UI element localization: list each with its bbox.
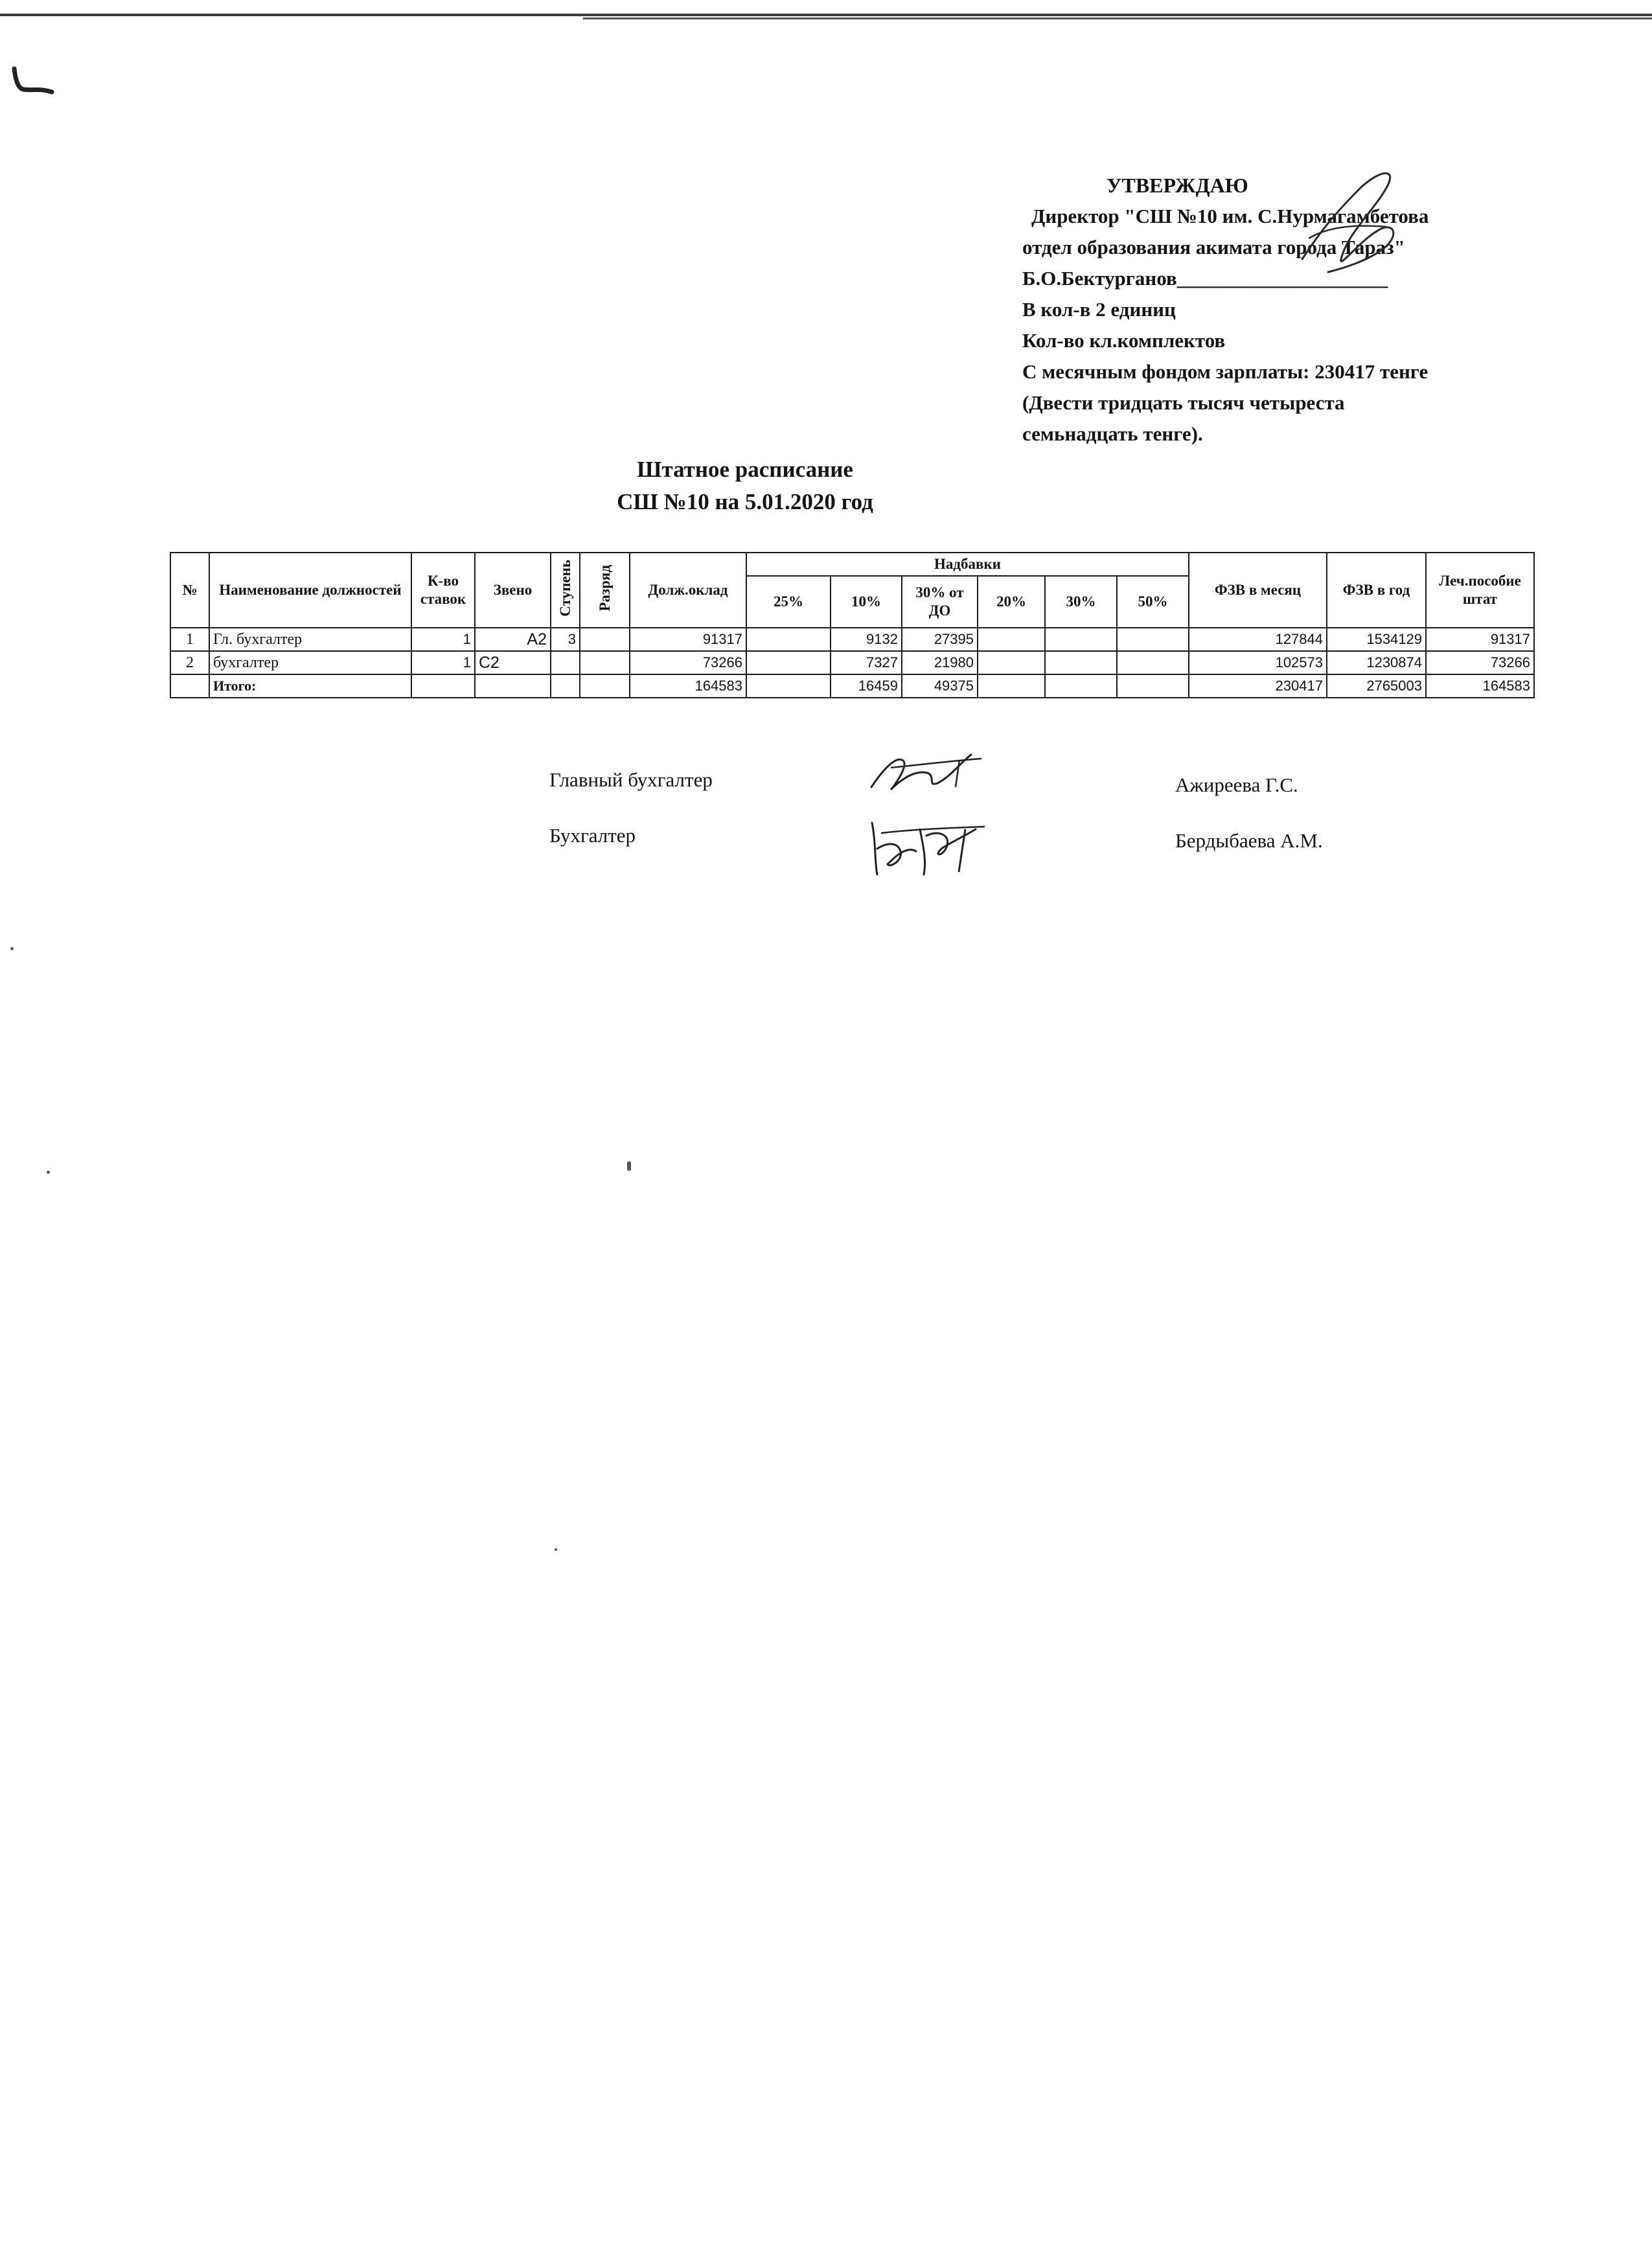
total-a10: 16459 (831, 674, 902, 698)
cell-empty (978, 674, 1045, 698)
cell-fzv-month: 127844 (1189, 628, 1327, 651)
title-line-2: СШ №10 на 5.01.2020 год (617, 489, 873, 514)
approval-line: В кол-в 2 единиц (1022, 298, 1176, 321)
cell-a10: 7327 (831, 651, 902, 674)
cell-a50 (1117, 651, 1189, 674)
approval-line: (Двести тридцать тысяч четыреста (1022, 391, 1345, 414)
total-label: Итого: (209, 674, 411, 698)
scan-speck (47, 1171, 50, 1174)
cell-no: 2 (170, 651, 209, 674)
cell-empty (170, 674, 209, 698)
approval-line: отдел образования акимата города Тараз" (1022, 236, 1405, 258)
cell-a30do: 27395 (902, 628, 978, 651)
cell-step: 3 (551, 628, 580, 651)
header-name: Наименование должностей (209, 553, 411, 628)
header-allowances: Надбавки (746, 553, 1189, 576)
scan-speck (627, 1162, 631, 1171)
approval-line: Кол-во кл.комплектов (1022, 329, 1226, 352)
staffing-table (170, 552, 1535, 698)
scan-edge-line-lower (583, 17, 1652, 19)
cell-no: 1 (170, 628, 209, 651)
chief-accountant-signature (865, 742, 988, 800)
header-grade (580, 553, 630, 628)
cell-a10: 9132 (831, 628, 902, 651)
signature-role: Главный бухгалтер (549, 768, 713, 791)
header-a30do: 30% от ДО (902, 576, 978, 628)
total-fzv-month: 230417 (1189, 674, 1327, 698)
total-a30do: 49375 (902, 674, 978, 698)
approval-heading: УТВЕРЖДАЮ (1107, 174, 1248, 197)
cell-empty (551, 674, 580, 698)
total-medical: 164583 (1426, 674, 1534, 698)
cell-medical: 73266 (1426, 651, 1534, 674)
cell-rates: 1 (411, 628, 475, 651)
cell-empty (1117, 674, 1189, 698)
cell-a30do: 21980 (902, 651, 978, 674)
cell-a20 (978, 651, 1045, 674)
cell-empty (1045, 674, 1117, 698)
cell-fzv-year: 1230874 (1327, 651, 1426, 674)
cell-link: А2 (475, 628, 551, 651)
cell-step (551, 651, 580, 674)
header-no: № (170, 553, 209, 628)
scan-edge-line (0, 14, 1652, 16)
header-grade-text: Разряд (596, 564, 613, 612)
corner-mark (9, 62, 61, 101)
header-a10: 10% (831, 576, 902, 628)
signature-name: Ажиреева Г.С. (1175, 773, 1298, 796)
cell-medical: 91317 (1426, 628, 1534, 651)
cell-name: бухгалтер (209, 651, 411, 674)
cell-link: С2 (475, 651, 551, 674)
accountant-signature (862, 810, 991, 881)
header-a20: 20% (978, 576, 1045, 628)
header-rates: К-во ставок (411, 553, 475, 628)
scan-speck (10, 947, 14, 950)
cell-a30 (1045, 651, 1117, 674)
header-row (170, 553, 1534, 576)
approval-line: Б.О.Бектурганов_____________________ (1022, 267, 1388, 290)
signature-name: Бердыбаева А.М. (1175, 829, 1323, 852)
cell-salary: 91317 (630, 628, 746, 651)
cell-fzv-month: 102573 (1189, 651, 1327, 674)
approval-line: семьнадцать тенге). (1022, 422, 1203, 445)
cell-a25 (746, 628, 831, 651)
cell-name: Гл. бухгалтер (209, 628, 411, 651)
total-row (170, 674, 1534, 698)
header-link: Звено (475, 553, 551, 628)
approval-line: Директор "СШ №10 им. С.Нурмагамбетова (1031, 205, 1429, 227)
cell-empty (411, 674, 475, 698)
cell-empty (475, 674, 551, 698)
header-fzv-year: ФЗВ в год (1327, 553, 1426, 628)
total-fzv-year: 2765003 (1327, 674, 1426, 698)
scan-edge (0, 5, 1652, 16)
cell-rates: 1 (411, 651, 475, 674)
header-step (551, 553, 580, 628)
table-row (170, 651, 1534, 674)
director-signature (1289, 162, 1419, 279)
cell-empty (580, 674, 630, 698)
header-a25: 25% (746, 576, 831, 628)
header-a50: 50% (1117, 576, 1189, 628)
cell-a25 (746, 651, 831, 674)
header-step-text: Ступень (556, 559, 573, 617)
cell-a20 (978, 628, 1045, 651)
total-salary: 164583 (630, 674, 746, 698)
approval-line: С месячным фондом зарплаты: 230417 тенге (1022, 360, 1428, 383)
table-row (170, 628, 1534, 651)
cell-salary: 73266 (630, 651, 746, 674)
document-title (0, 453, 1490, 518)
header-fzv-month: ФЗВ в месяц (1189, 553, 1327, 628)
cell-a50 (1117, 628, 1189, 651)
header-a30: 30% (1045, 576, 1117, 628)
cell-grade (580, 651, 630, 674)
title-line-1: Штатное расписание (637, 457, 853, 482)
cell-a30 (1045, 628, 1117, 651)
header-salary: Долж.оклад (630, 553, 746, 628)
scan-speck (555, 1548, 557, 1551)
cell-fzv-year: 1534129 (1327, 628, 1426, 651)
cell-grade (580, 628, 630, 651)
header-medical: Леч.пособие штат (1426, 553, 1534, 628)
cell-empty (746, 674, 831, 698)
signature-role: Бухгалтер (549, 824, 636, 847)
